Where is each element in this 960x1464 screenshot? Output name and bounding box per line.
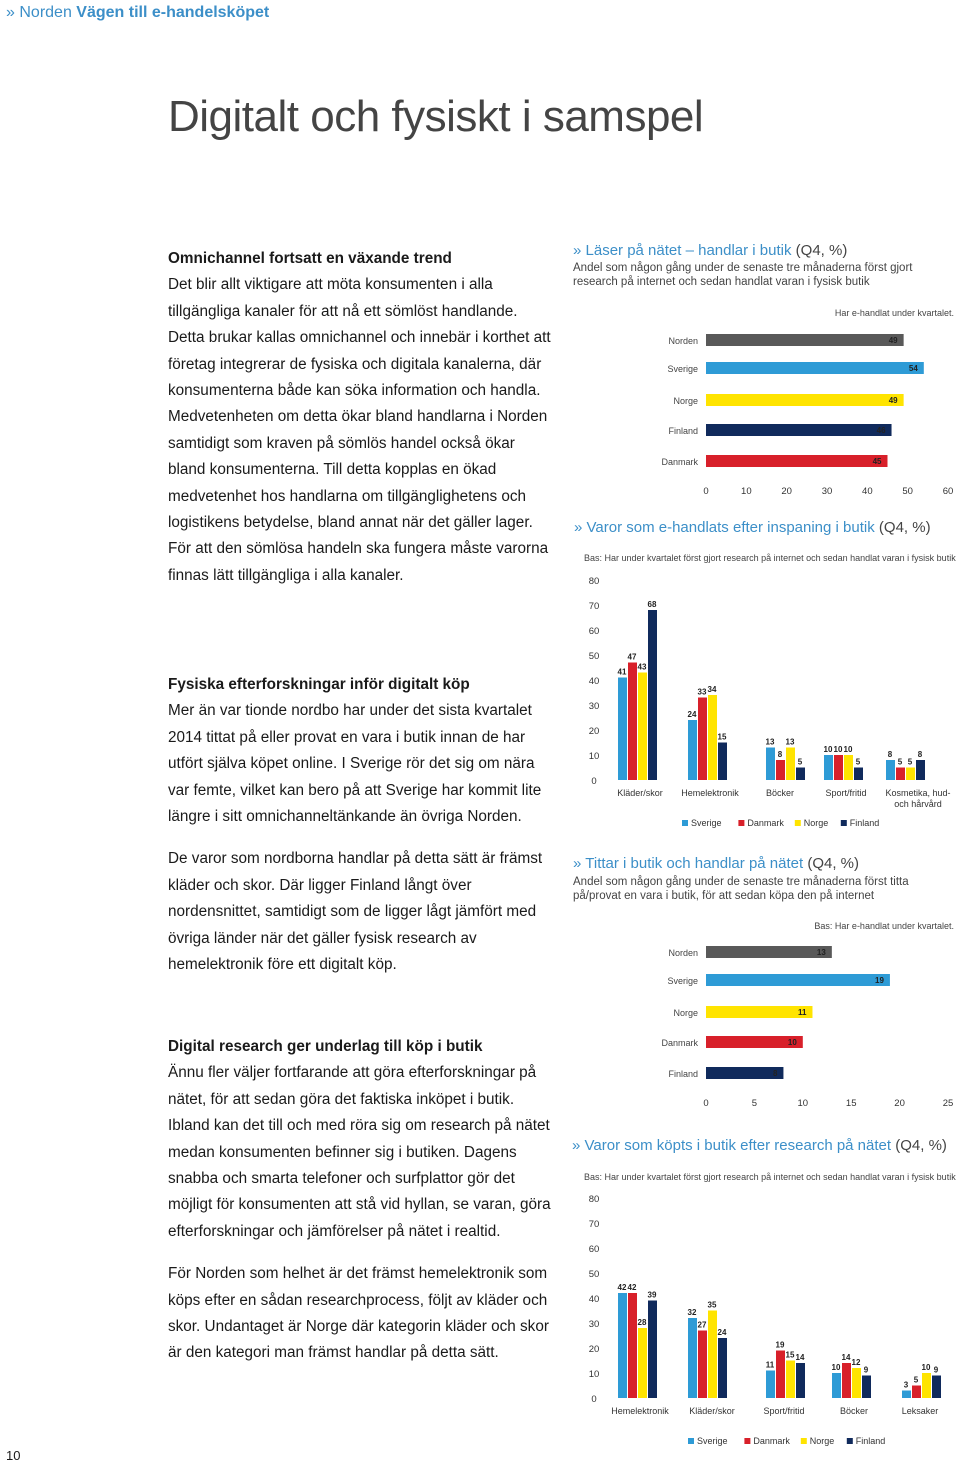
chart1-svg [570, 320, 958, 502]
legend-label: Danmark [753, 1436, 790, 1446]
bar-value-label: 11 [798, 1008, 807, 1017]
bar-value-label: 10 [833, 745, 843, 754]
y-tick-label: 30 [588, 701, 600, 712]
bar-value-label: 28 [637, 1318, 647, 1327]
bar [786, 1361, 795, 1399]
bar-value-label: 47 [627, 652, 637, 662]
bar-value-label: 9 [933, 1365, 939, 1375]
bar-value-label: 13 [785, 737, 795, 747]
x-category-label: Kläder/skor [617, 788, 663, 798]
bar-value-label: 49 [888, 396, 898, 405]
bar [862, 1376, 871, 1399]
y-tick-label: 60 [588, 1244, 600, 1255]
x-tick-label: 5 [751, 1098, 758, 1109]
page-title: Digitalt och fysiskt i samspel [168, 92, 704, 141]
bar-category-label: Finland [668, 1069, 698, 1079]
bar [786, 748, 795, 781]
bar-value-label: 43 [637, 662, 647, 672]
section-digital [168, 1034, 556, 1367]
page-number: 10 [6, 1448, 21, 1463]
legend-swatch [847, 1438, 853, 1444]
bar [706, 394, 904, 406]
bar [776, 1351, 785, 1399]
bar [638, 673, 647, 781]
bar-category-label: Norge [673, 1008, 698, 1018]
chart3-svg [570, 932, 958, 1116]
section-heading: Omnichannel fortsatt en växande trend [168, 250, 452, 267]
chart1-subtitle: Andel som någon gång under de senaste tre månaderna först gjort research på internet och sedan handlat varan i fysisk butik [573, 262, 913, 288]
legend-label: Finland [849, 818, 880, 828]
legend-swatch [841, 820, 847, 826]
x-tick-label: 10 [797, 1098, 809, 1109]
legend-label: Sverige [691, 818, 722, 828]
x-tick-label: 15 [845, 1098, 857, 1109]
bar-value-label: 35 [707, 1300, 717, 1310]
bar [648, 1301, 657, 1399]
bar [766, 748, 775, 781]
bar-category-label: Sverige [667, 976, 698, 986]
bar-value-label: 15 [785, 1350, 795, 1360]
bar [706, 974, 890, 986]
y-tick-label: 60 [588, 626, 600, 637]
bar [842, 1363, 851, 1398]
bar [708, 695, 717, 780]
chart1-title: » Läser på nätet – handlar i butik (Q4, %) [573, 242, 848, 259]
chevron-icon: » [573, 855, 582, 872]
bar-value-label: 42 [627, 1283, 637, 1292]
chart4-svg [570, 1188, 958, 1454]
bar-value-label: 41 [617, 667, 627, 677]
bar [902, 1391, 911, 1399]
y-tick-label: 70 [588, 601, 600, 612]
bar-value-label: 13 [816, 948, 826, 957]
bar [796, 1363, 805, 1398]
bar [766, 1371, 775, 1399]
bar-category-label: Norge [673, 396, 698, 406]
bar-value-label: 32 [687, 1308, 697, 1317]
section-heading: Digital research ger underlag till köp i butik [168, 1038, 483, 1055]
header-title: Vägen till e-handelsköpet [76, 4, 270, 21]
y-tick-label: 80 [588, 576, 600, 587]
x-tick-label: 0 [703, 1098, 709, 1109]
legend-swatch [738, 820, 744, 826]
bar [824, 755, 833, 780]
bar [628, 663, 637, 781]
chevron-icon: » [572, 1137, 581, 1154]
bar [922, 1373, 931, 1398]
bar [796, 768, 805, 781]
legend-swatch [688, 1438, 694, 1444]
bar-value-label: 19 [875, 976, 884, 985]
bar-value-label: 13 [765, 737, 775, 747]
bar [698, 698, 707, 781]
bar-value-label: 14 [841, 1353, 851, 1362]
bar [706, 455, 888, 467]
bar-value-label: 5 [897, 757, 903, 767]
bar-value-label: 68 [647, 600, 657, 609]
bar-value-label: 8 [917, 750, 923, 759]
bar [688, 720, 697, 780]
bar-value-label: 12 [851, 1358, 861, 1367]
bar [706, 424, 892, 436]
chart3-title: » Tittar i butik och handlar på nätet (Q4, %) [573, 855, 860, 872]
bar-value-label: 39 [647, 1290, 657, 1300]
bar-value-label: 24 [717, 1328, 727, 1337]
section-omnichannel [168, 246, 556, 589]
x-tick-label: 10 [741, 486, 752, 497]
bar-value-label: 10 [823, 745, 833, 754]
bar [834, 755, 843, 780]
bar [854, 768, 863, 781]
bar-category-label: Finland [668, 426, 698, 436]
bar [648, 610, 657, 780]
bar [618, 678, 627, 781]
bar-value-label: 19 [775, 1340, 785, 1350]
bar [698, 1331, 707, 1399]
bar [638, 1328, 647, 1398]
chevron-icon: » [574, 519, 583, 536]
legend-swatch [801, 1438, 807, 1444]
section-body: De varor som nordborna handlar på detta sätt är främst kläder och skor. Där ligger Finland långt över nordensnittet, samtidigt som de ligger lågt jämfört med övriga länder när det gäller fysisk research av hemelektronik före ett digitalt köp. [168, 850, 543, 974]
x-category-label: Böcker [839, 1406, 869, 1416]
bar [718, 743, 727, 781]
chart3-note: Bas: Har e-handlat under kvartalet. [814, 921, 954, 931]
chart2-svg [570, 570, 958, 832]
x-tick-label: 0 [703, 486, 709, 497]
y-tick-label: 20 [588, 726, 600, 737]
y-tick-label: 50 [588, 1269, 600, 1280]
bar-value-label: 9 [863, 1365, 869, 1375]
bar [844, 755, 853, 780]
y-tick-label: 0 [591, 1394, 597, 1405]
chart2-title: » Varor som e-handlats efter inspaning i butik (Q4, %) [574, 519, 931, 536]
legend-label: Norge [809, 1436, 835, 1446]
legend-label: Danmark [747, 818, 784, 828]
bar-value-label: 27 [697, 1320, 707, 1330]
x-tick-label: 30 [821, 486, 833, 497]
section-body: För Norden som helhet är det främst hemelektronik som köps efter en sådan researchprocess, följt av kläder och skor. Undantaget är Norge där kategorin kläder och skor är den kategori man främst handlar på detta sätt. [168, 1265, 549, 1362]
y-tick-label: 10 [588, 751, 600, 762]
x-tick-label: 25 [942, 1098, 954, 1109]
legend-swatch [682, 820, 688, 826]
bar-value-label: 49 [888, 336, 898, 345]
bar [708, 1311, 717, 1399]
x-category-label: Sport/fritid [825, 788, 867, 798]
page-header [6, 4, 269, 22]
bar-value-label: 10 [787, 1038, 797, 1047]
bar-value-label: 45 [872, 457, 882, 466]
bar-value-label: 15 [717, 732, 727, 742]
bar-category-label: Sverige [667, 364, 698, 374]
bar [628, 1293, 637, 1398]
bar-value-label: 8 [777, 750, 783, 759]
x-tick-label: 20 [894, 1098, 905, 1109]
x-tick-label: 20 [781, 486, 792, 497]
x-category-label: Hemelektronik [611, 1406, 669, 1416]
bar-value-label: 5 [913, 1375, 919, 1385]
bar-category-label: Norden [668, 336, 698, 346]
x-category-label: Leksaker [901, 1406, 939, 1416]
bar-value-label: 10 [843, 745, 853, 754]
bar [706, 334, 904, 346]
y-tick-label: 40 [588, 1294, 600, 1305]
x-tick-label: 40 [862, 486, 873, 497]
section-body: Det blir allt viktigare att möta konsumenten i alla tillgängliga kanaler för att nå ett sömlöst handlande. Detta brukar kallas omnichannel och innebär i korthet att företag integrerar de fysiska och digitala kanalerna, där konsumenterna både kan söka information och handla. Medvetenheten om detta ökar bland handlarna i Norden samtidigt som kraven på sömlös handel också ökar bland konsumenterna. Till detta kopplas en ökad medvetenhet hos handlarna om tillgänglighetens och logistikens betydelse, bland annat när det gäller lager. För att den sömlösa handeln ska fungera måste varorna finnas lätt tillgängliga i alla kanaler. [168, 276, 551, 584]
legend-label: Sverige [697, 1436, 728, 1446]
y-tick-label: 30 [588, 1319, 600, 1330]
bar-value-label: 54 [908, 364, 918, 373]
bar [832, 1373, 841, 1398]
x-category-label: Sport/fritid [763, 1406, 805, 1416]
bar-value-label: 42 [617, 1283, 627, 1292]
y-tick-label: 70 [588, 1219, 600, 1230]
x-tick-label: 50 [902, 486, 913, 497]
bar-value-label: 5 [907, 757, 913, 767]
bar-category-label: Danmark [661, 1038, 698, 1048]
bar [912, 1386, 921, 1399]
section-body: Ännu fler väljer fortfarande att göra efterforskningar på nätet, för att sedan göra det faktiska inköpet i butik. Ibland kan det till och med röra sig om research på nätet medan konsumenten befinner sig i butiken. Dagens snabba och smarta telefoner och surfplattor gör det möjligt för konsumenten att stå vid hyllan, se varan, göra efterforskningar och jämförelser på nätet i realtid. [168, 1064, 551, 1240]
bar [706, 1006, 812, 1018]
bar-value-label: 11 [765, 1360, 775, 1370]
chart3-subtitle: Andel som någon gång under de senaste tre månaderna först titta på/provat en vara i butik, för att sedan köpa den på internet [573, 876, 909, 902]
y-tick-label: 10 [588, 1369, 600, 1380]
y-tick-label: 20 [588, 1344, 600, 1355]
y-tick-label: 0 [591, 776, 597, 787]
bar [706, 362, 924, 374]
chevron-icon: » [573, 242, 582, 259]
bar [618, 1293, 627, 1398]
bar [906, 768, 915, 781]
x-category-label: och hårvård [894, 799, 942, 809]
bar-value-label: 24 [687, 710, 697, 719]
bar [688, 1318, 697, 1398]
bar-value-label: 14 [795, 1353, 805, 1362]
bar-value-label: 5 [797, 757, 803, 767]
y-tick-label: 80 [588, 1194, 600, 1205]
header-section: Norden [19, 4, 72, 21]
y-tick-label: 50 [588, 651, 600, 662]
x-category-label: Hemelektronik [681, 788, 739, 798]
legend-swatch [744, 1438, 750, 1444]
chart1-note: Har e-handlat under kvartalet. [834, 308, 954, 318]
bar [718, 1338, 727, 1398]
bar-value-label: 10 [831, 1363, 841, 1372]
bar-value-label: 46 [876, 426, 886, 435]
x-category-label: Kosmetika, hud- [885, 788, 951, 798]
section-heading: Fysiska efterforskningar inför digitalt köp [168, 676, 470, 693]
bar-value-label: 33 [697, 687, 707, 697]
bar [776, 760, 785, 780]
bar-category-label: Danmark [661, 457, 698, 467]
x-tick-label: 60 [942, 486, 954, 497]
bar-value-label: 8 [772, 1069, 778, 1078]
bar-value-label: 3 [903, 1380, 909, 1390]
legend-label: Finland [855, 1436, 886, 1446]
x-category-label: Kläder/skor [689, 1406, 735, 1416]
bar-value-label: 8 [887, 750, 893, 759]
bar [932, 1376, 941, 1399]
bar-value-label: 5 [855, 757, 861, 767]
bar [706, 946, 832, 958]
section-fysiska [168, 672, 556, 978]
chart4-title: » Varor som köpts i butik efter research på nätet (Q4, %) [572, 1137, 947, 1154]
y-tick-label: 40 [588, 676, 600, 687]
legend-swatch [795, 820, 801, 826]
header-chevron: » [6, 4, 15, 21]
chart2-note: Bas: Har under kvartalet först gjort research på internet och sedan handlat varan i fysisk butik [584, 553, 956, 563]
bar [852, 1368, 861, 1398]
bar [896, 768, 905, 781]
legend-label: Norge [803, 818, 829, 828]
bar-value-label: 10 [921, 1363, 931, 1372]
chart4-note: Bas: Har under kvartalet först gjort research på internet och sedan handlat varan i fysisk butik [584, 1172, 956, 1182]
bar [706, 1067, 783, 1079]
bar-value-label: 34 [707, 685, 717, 694]
bar-category-label: Norden [668, 948, 698, 958]
section-body: Mer än var tionde nordbo har under det sista kvartalet 2014 tittat på eller provat en vara i butik innan de har utfört själva köpet online. I Sverige rör det sig om nära var femte, vilket kan bero på att Sverige har kommit lite längre i sitt omnichanneltänkande än övriga Norden. [168, 702, 542, 826]
bar [886, 760, 895, 780]
x-category-label: Böcker [765, 788, 795, 798]
bar [916, 760, 925, 780]
